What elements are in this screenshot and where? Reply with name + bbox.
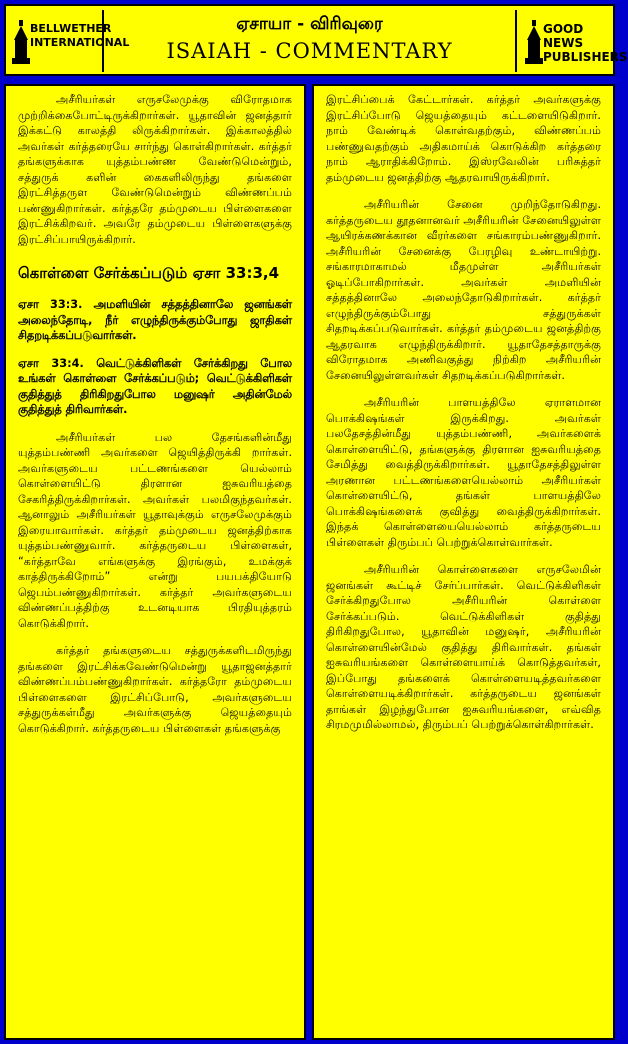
page-header [4,4,628,76]
right-logo-line1: GOOD NEWS [543,22,584,50]
left-paragraph-1: அசீரியர்கள் எருசலேமுக்கு விரோதமாக முற்றிக்கைபோட்டிருக்கிறார்கள். யூதாவின் ஜனத்தார் இக்கட்டு காலத்தி லிருக்கிறார்கள். இக்காலத்தில் அவர்கள் கர்த்தரையே சார்ந்து கொள்கிறார்கள். கர்த்தர் தங்களுக்காக யுத்தம்பண்ண வேண்டுமென்றும், சத்துருக் களின் கைகளிலிருந்து தங்களை இரட்சித்தருள வேண்டுமென்றும் விண்ணப்பம் பண்ணுகிறார்கள். கர்த்தரே தம்முடைய பிள்ளைகளை இரட்சிக்கிறவர். அவரே தம்முடைய பிள்ளைகளுக்கு இரட்சிப்பாயிருக்கிறார். [18,93,292,246]
good-news-publishers-logo [515,10,628,72]
bellwether-logo [6,10,130,72]
bellwether-logo-icon [12,20,30,64]
section-heading: கொள்ளை சேர்க்கப்படும் ஏசா 33:3,4 [18,264,280,282]
title-tamil: ஏசாயா - விரிவுரை [236,14,383,34]
right-paragraph-2: அசீரியரின் சேனை முறிந்தோடுகிறது. கர்த்தருடைய தூதனானவர் அசீரியரின் சேனையிலுள்ள ஆயிரக்கணக்கான வீரர்களை சங்காரம்பண்ணுகிறார். அசீரியரின் சேனைக்கு பேரழிவு உண்டாயிற்று. சங்காரமாகாமல் மீதமுள்ள அசீரியர்கள் ஓடிப்போகிறார்கள். அவர்கள் அமளியின் சத்தத்தினாலே அலைந்தோடுகிறார்கள். கர்த்தர் எழுந்திருக்கும்போது சத்துருக்கள் சிதறடிக்கப்படுவார்கள். கர்த்தர் தம்முடைய ஜனத்திற்கு ஆதரவாக எழுந்திருக்கிறார். யூதாதேசத்தாருக்கு விரோதமாக அணிவகுத்து நிற்கிற அசீரியரின் சேனையிலுள்ளவர்கள் சிதறடிக்கப்படுகிறார்கள். [326,198,601,382]
verse-33-4: ஏசா 33:4. வெட்டுக்கிளிகள் சேர்க்கிறது போல உங்கள் கொள்ளை சேர்க்கப்படும்; வெட்டுக்கிளிகள் குதித்துத் திரிகிறதுபோல மனுஷர் அதின்மேல் குதித்துத் திரிவார்கள். [18,356,292,416]
left-logo-line1: BELLWETHER [30,22,112,35]
verse-33-3: ஏசா 33:3. அமளியின் சத்தத்தினாலே ஜனங்கள் அலைந்தோடி, நீர் எழுந்திருக்கும்போது ஜாதிகள் சிதறடிக்கப்படுவார்கள். [18,298,292,342]
good-news-logo-icon [525,20,543,64]
right-paragraph-4: அசீரியரின் கொள்ளைகளை எருசலேமின் ஜனங்கள் கூட்டிச் சேர்ப்பார்கள். வெட்டுக்கிளிகள் சேர்க்கிறதுபோல அசீரியரின் கொள்ளை சேர்க்கப்படும். வெட்டுக்கிளிகள் குதித்து திரிகிறதுபோல, யூதாவின் மனுஷர், அசீரியரின் கொள்ளையின்மேல் குதித்து திரிவார்கள். தங்கள் ஐசுவரியங்களை கொள்ளையாய்க் கொடுத்தவர்கள், இப்போது தங்களைக் கொள்ளையடித்தவர்களை கொள்ளையடிக்கிறார்கள். கர்த்தருடைய ஜனங்கள் தாங்கள் இழந்துபோன ஐசுவரியங்களை, எவ்வித சிரமமுமில்லாமல், திரும்பப் பெற்றுக்கொள்கிறார்கள். [326,563,601,731]
title-english: ISAIAH - COMMENTARY [166,39,453,63]
left-logo-line2: INTERNATIONAL [30,36,130,49]
left-paragraph-3: கர்த்தர் தங்களுடைய சத்துருக்களிடமிருந்து தங்களை இரட்சிக்கவேண்டுமென்று யூதாஜனத்தார் விண்ணப்பம்பண்ணுகிறார்கள். கர்த்தரோ தம்முடைய பிள்ளைகளை இரட்சிப்போடு, அவர்களுடைய சத்துருக்கள்மீது அவர்களுக்கு ஜெயத்தையும் கொடுக்கிறார். கர்த்தருடைய பிள்ளைகள் தங்களுக்கு [18,644,292,735]
left-paragraph-2: அசீரியர்கள் பல தேசங்களின்மீது யுத்தம்பண்ணி அவர்களை ஜெயித்திருக்கி றார்கள். அவர்களுடைய பட்டணங்களை யெல்லாம் கொள்ளையிட்டு திரளான ஐசுவரியத்தை சேகரித்திருக்கிறார்கள். அவர்கள் பலமிகுந்தவர்கள். ஆனாலும் அசீரியர்கள் யூதாவுக்கும் எருசலேமுக்கும் இரையாவார்கள். கர்த்தர் தம்முடைய ஜனத்திற்காக யுத்தம்பண்ணுவார். கர்த்தருடைய பிள்ளைகள், “கர்த்தாவே எங்களுக்கு இரங்கும், உமக்குக் காத்திருக்கிறோம்” என்று பயபக்தியோடு ஜெபம்பண்ணுகிறார்கள். கர்த்தர் அவர்களுடைய விண்ணப்பத்திற்கு உடனடியாக பிரதியுத்தரம் கொடுக்கிறார். [18,430,292,630]
title-block [116,12,503,66]
right-paragraph-3: அசீரியரின் பாளயத்திலே ஏராளமான பொக்கிஷங்கள் இருக்கிறது. அவர்கள் பலதேசத்தின்மீது யுத்தம்பண்ணி, அவர்களைக் கொள்ளையிட்டு, தங்களுக்கு திரளான ஐசுவரியத்தை சேமித்து வைத்திருக்கிறார்கள். யூதாதேசத்திலுள்ள அரணான பட்டணங்களையெல்லாம் அசீரியர்கள் கொள்ளையிட்டு, தங்கள் பாளயத்திலே பொக்கிஷங்களைக் குவித்து வைத்திருக்கிறார்கள். இந்தக் கொள்ளையையெல்லாம் கர்த்தருடைய பிள்ளைகள் திரும்பப் பெற்றுக்கொள்வார்கள். [326,396,601,549]
right-logo-line2: PUBLISHERS [543,50,628,64]
right-paragraph-1: இரட்சிப்பைக் கேட்டார்கள். கர்த்தர் அவர்களுக்கு இரட்சிப்போடு ஜெயத்தையும் கட்டளையிடுகிறார். நாம் வேண்டிக் கொள்வதற்கும், விண்ணப்பம் பண்ணுவதற்கும் அதிகமாய்க் கொடுக்கிற கர்த்தரை நாம் ஆராதிக்கிறோம். இஸ்ரவேலின் பரிசுத்தர் தம்முடைய ஜனத்திற்கு ஆதரவாயிருக்கிறார். [326,93,601,184]
right-column [312,84,615,1040]
left-column [4,84,306,1040]
